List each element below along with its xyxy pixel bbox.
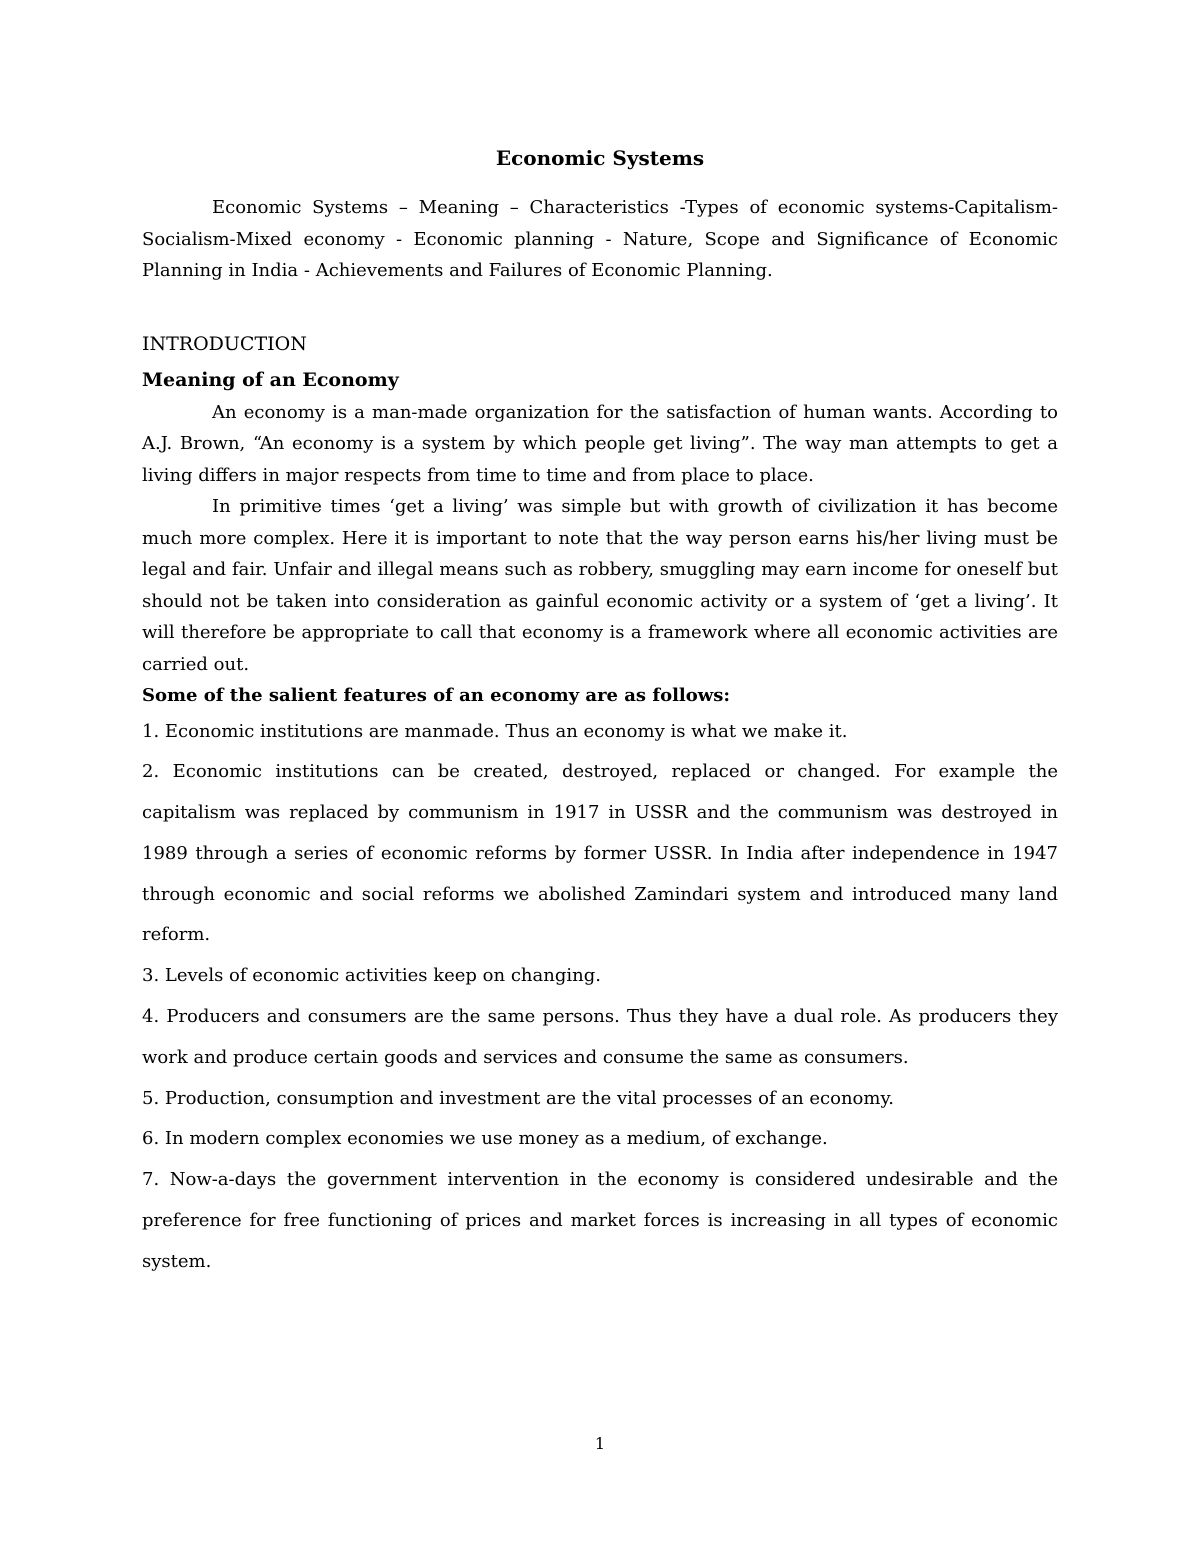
body-paragraph-1: An economy is a man-made organization for the satisfaction of human wants. According to A.J. Brown, “An economy is a system by which people get living”. The way man attempts to get a living differs in major respects from time to time and from place to place. <box>142 401 1058 486</box>
syllabus-paragraph: Economic Systems – Meaning – Characteristics -Types of economic systems-Capitalism-Socialism-Mixed economy - Economic planning - Nature, Scope and Significance of Economic Planning in India - Achievements and Failures of Economic Planning. <box>142 197 1058 281</box>
features-list <box>142 712 1058 1283</box>
feature-item-7: 7. Now-a-days the government intervention in the economy is considered undesirable and the preference for free functioning of prices and market forces is increasing in all types of economic system. <box>142 1169 1058 1272</box>
feature-item-1: 1. Economic institutions are manmade. Thus an economy is what we make it. <box>142 720 848 742</box>
features-heading: Some of the salient features of an economy are as follows: <box>142 685 731 706</box>
document-title: Economic Systems <box>495 146 705 170</box>
feature-item-3: 3. Levels of economic activities keep on changing. <box>142 965 601 987</box>
body-paragraph-2: In primitive times ‘get a living’ was simple but with growth of civilization it has become much more complex. Here it is important to note that the way person earns his/her living must be legal and fair. Unfair and illegal means such as robbery, smuggling may earn income for oneself but should not be taken into consideration as gainful economic activity or a system of ‘get a living’. It will therefore be appropriate to call that economy is a framework where all economic activities are carried out. <box>142 496 1058 675</box>
subheading: Meaning of an Economy <box>142 368 399 391</box>
page-number: 1 <box>594 1434 606 1453</box>
feature-item-5: 5. Production, consumption and investment are the vital processes of an economy. <box>142 1087 894 1109</box>
feature-item-4: 4. Producers and consumers are the same persons. Thus they have a dual role. As producers they work and produce certain goods and services and consume the same as consumers. <box>142 1006 1058 1068</box>
section-heading: INTRODUCTION <box>142 332 307 355</box>
feature-item-2: 2. Economic institutions can be created, destroyed, replaced or changed. For example the capitalism was replaced by communism in 1917 in USSR and the communism was destroyed in 1989 through a series of economic reforms by former USSR. In India after independence in 1947 through economic and social reforms we abolished Zamindari system and introduced many land reform. <box>142 761 1058 946</box>
feature-item-6: 6. In modern complex economies we use money as a medium, of exchange. <box>142 1128 828 1150</box>
